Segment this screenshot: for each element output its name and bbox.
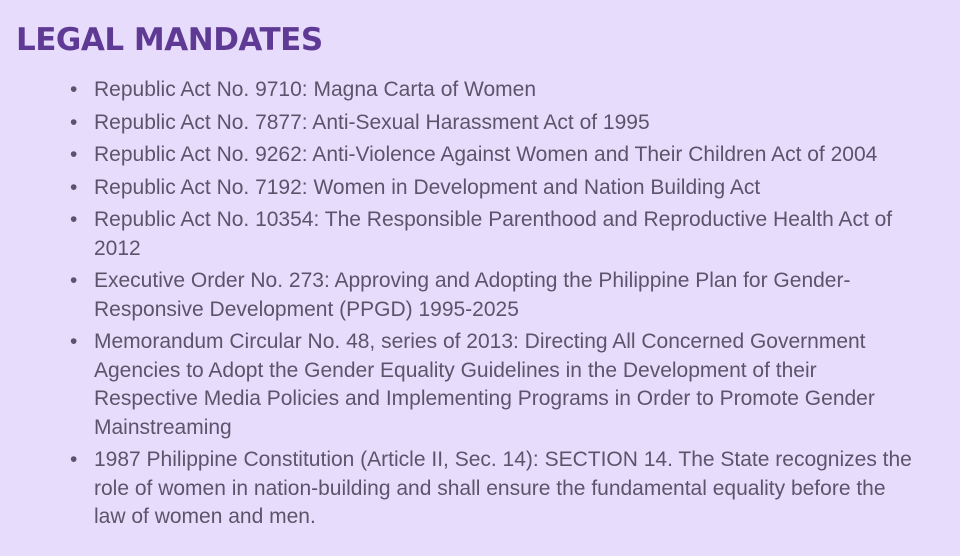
list-item: • 1987 Philippine Constitution (Article II, Sec. 14): SECTION 14. The State recognizes the role of women in nation-building and shall ensure the fundamental equality before the law of women and men.: [94, 446, 920, 532]
list-item: • Memorandum Circular No. 48, series of 2013: Directing All Concerned Government Agencies to Adopt the Gender Equality Guidelines in the Development of their Respective Media Policies and Implementing Programs in Order to Promote Gender Mainstreaming: [94, 328, 920, 442]
list-item: • Republic Act No. 9710: Magna Carta of Women: [94, 76, 920, 105]
list-item: • Executive Order No. 273: Approving and Adopting the Philippine Plan for Gender-Responsive Development (PPGD) 1995-2025: [94, 267, 920, 324]
list-item: • Republic Act No. 9262: Anti-Violence Against Women and Their Children Act of 2004: [94, 141, 920, 170]
list-item: • Republic Act No. 7877: Anti-Sexual Harassment Act of 1995: [94, 109, 920, 138]
page-title: LEGAL MANDATES: [16, 22, 323, 58]
list-item: • Republic Act No. 10354: The Responsible Parenthood and Reproductive Health Act of 2012: [94, 206, 920, 263]
list-item: • Republic Act No. 7192: Women in Development and Nation Building Act: [94, 174, 920, 203]
mandates-list: [16, 76, 920, 532]
